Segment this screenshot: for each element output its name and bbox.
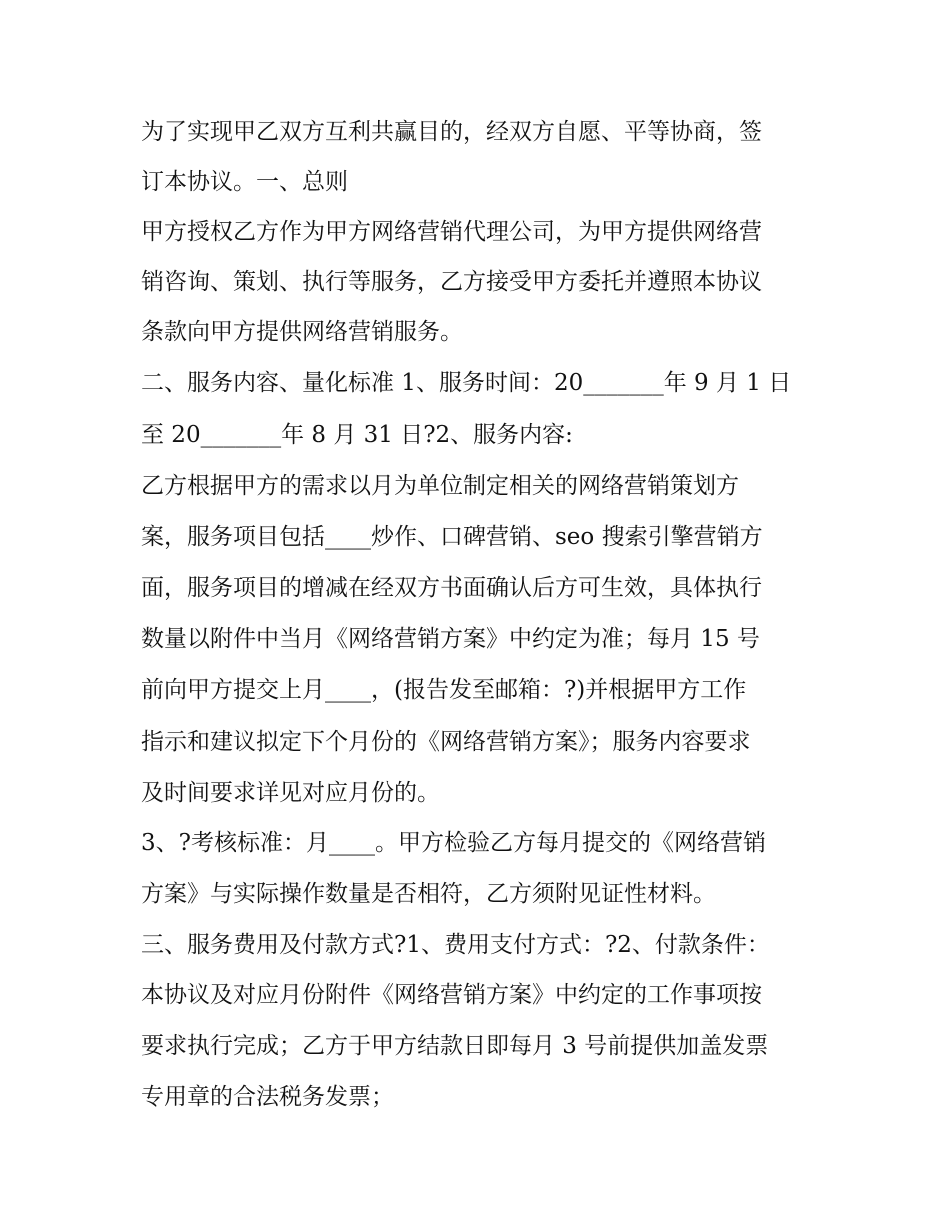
paragraph-line: 要求执行完成；乙方于甲方结款日即每月 3 号前提供加盖发票 xyxy=(141,1033,769,1059)
paragraph-line: 本协议及对应月份附件《网络营销方案》中约定的工作事项按 xyxy=(141,982,762,1008)
paragraph-line: 为了实现甲乙双方互利共赢目的，经双方自愿、平等协商，签 xyxy=(141,119,762,145)
paragraph-line: 指示和建议拟定下个月份的《网络营销方案》；服务内容要求 xyxy=(141,729,751,755)
paragraph-line: 三、服务费用及付款方式?1、费用支付方式：?2、付款条件： xyxy=(141,932,770,958)
paragraph-line: 条款向甲方提供网络营销服务。 xyxy=(141,319,463,345)
paragraph-line: 至 20_______年 8 月 31 日?2、服务内容: xyxy=(141,422,573,448)
paragraph-line: 二、服务内容、量化标准 1、服务时间：20_______年 9 月 1 日 xyxy=(141,370,792,396)
paragraph-line: 案，服务项目包括____炒作、口碑营销、seo 搜索引擎营销方 xyxy=(141,524,763,550)
paragraph-line: 乙方根据甲方的需求以月为单位制定相关的网络营销策划方 xyxy=(141,473,739,499)
paragraph-line: 3、?考核标准：月____。甲方检验乙方每月提交的《网络营销 xyxy=(141,830,766,856)
paragraph-line: 面，服务项目的增减在经双方书面确认后方可生效，具体执行 xyxy=(141,575,762,601)
paragraph-line: 数量以附件中当月《网络营销方案》中约定为准；每月 15 号 xyxy=(141,626,760,652)
paragraph-line: 专用章的合法税务发票； xyxy=(141,1084,394,1110)
paragraph-line: 前向甲方提交上月____，(报告发至邮箱：?)并根据甲方工作 xyxy=(141,677,747,703)
paragraph-line: 甲方授权乙方作为甲方网络营销代理公司，为甲方提供网络营 xyxy=(141,219,762,245)
paragraph-line: 及时间要求详见对应月份的。 xyxy=(141,780,440,806)
paragraph-line: 销咨询、策划、执行等服务，乙方接受甲方委托并遵照本协议 xyxy=(141,269,762,295)
paragraph-line: 订本协议。一、总则 xyxy=(141,169,348,195)
paragraph-line: 方案》与实际操作数量是否相符，乙方须附见证性材料。 xyxy=(141,881,716,907)
